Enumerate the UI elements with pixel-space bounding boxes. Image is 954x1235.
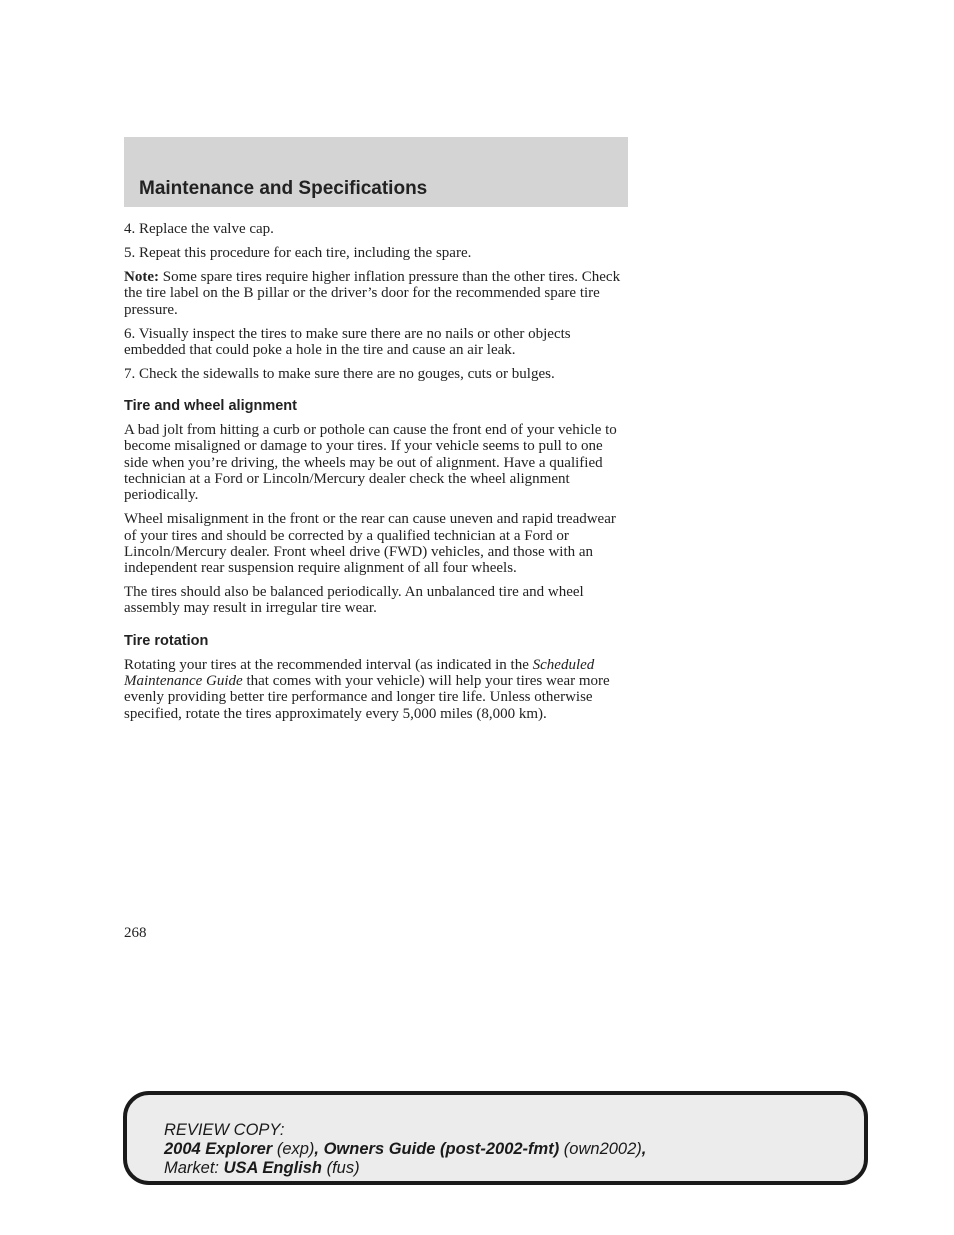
- review-market: USA English: [223, 1159, 323, 1177]
- step-6: 6. Visually inspect the tires to make sure there are no nails or other objects embedded that could poke a hole in the tire and cause an air leak.: [124, 325, 571, 358]
- review-copy-text: [164, 1121, 646, 1178]
- review-model-code: (exp): [272, 1140, 315, 1158]
- alignment-heading: Tire and wheel alignment: [124, 398, 297, 415]
- step-7: 7. Check the sidewalls to make sure there are no gouges, cuts or bulges.: [124, 365, 555, 382]
- rotation-text-before: Rotating your tires at the recommended interval (as indicated in the: [124, 656, 533, 673]
- alignment-paragraph-3: The tires should also be balanced periodically. An unbalanced tire and wheel assembly may result in irregular tire wear.: [124, 584, 584, 617]
- review-separator-2: ,: [641, 1140, 647, 1158]
- page-content: [124, 221, 629, 730]
- review-publication-line: [164, 1140, 646, 1159]
- note-text: Some spare tires require higher inflation pressure than the other tires. Check the tire label on the B pillar or the driver’s door for the recommended spare tire pressure.: [124, 268, 621, 318]
- rotation-heading: Tire rotation: [124, 632, 209, 649]
- review-market-code: (fus): [322, 1159, 360, 1177]
- review-market-label: Market:: [164, 1159, 224, 1177]
- review-model: 2004 Explorer: [164, 1140, 273, 1158]
- review-separator-1: ,: [314, 1140, 324, 1158]
- page-number: 268: [124, 925, 147, 941]
- step-5: 5. Repeat this procedure for each tire, including the spare.: [124, 244, 472, 261]
- rotation-paragraph: [124, 657, 629, 722]
- step-4: 4. Replace the valve cap.: [124, 221, 274, 237]
- review-guide: Owners Guide (post-2002-fmt): [323, 1140, 560, 1158]
- review-market-line: [164, 1159, 646, 1178]
- review-copy-box: [123, 1091, 868, 1185]
- review-guide-code: (own2002): [559, 1140, 642, 1158]
- section-header: [124, 137, 628, 207]
- note-label: Note:: [124, 268, 159, 285]
- alignment-paragraph-1: A bad jolt from hitting a curb or pothole can cause the front end of your vehicle to become misaligned or damage to your tires. If your vehicle seems to pull to one side when you’re driving, the wheels may be out of alignment. Have a qualified technician at a Ford or Lincoln/Mercury dealer check the wheel alignment periodically.: [124, 422, 617, 504]
- spare-tire-note: [124, 269, 629, 318]
- maintenance-guide-title: Scheduled Maintenance Guide: [124, 656, 595, 690]
- review-label: REVIEW COPY:: [164, 1121, 285, 1139]
- alignment-paragraph-2: Wheel misalignment in the front or the rear can cause uneven and rapid treadwear of your tires and should be corrected by a qualified technician at a Ford or Lincoln/Mercury dealer. Front wheel drive (FWD) vehicles, and those with an independent rear suspension require alignment of all four wheels.: [124, 511, 616, 577]
- rotation-text-after: that comes with your vehicle) will help your tires wear more evenly providing better tire performance and longer tire life. Unless otherwise specified, rotate the tires approximately every 5,000 miles (8,000 km).: [124, 673, 610, 722]
- section-title: Maintenance and Specifications: [139, 178, 428, 199]
